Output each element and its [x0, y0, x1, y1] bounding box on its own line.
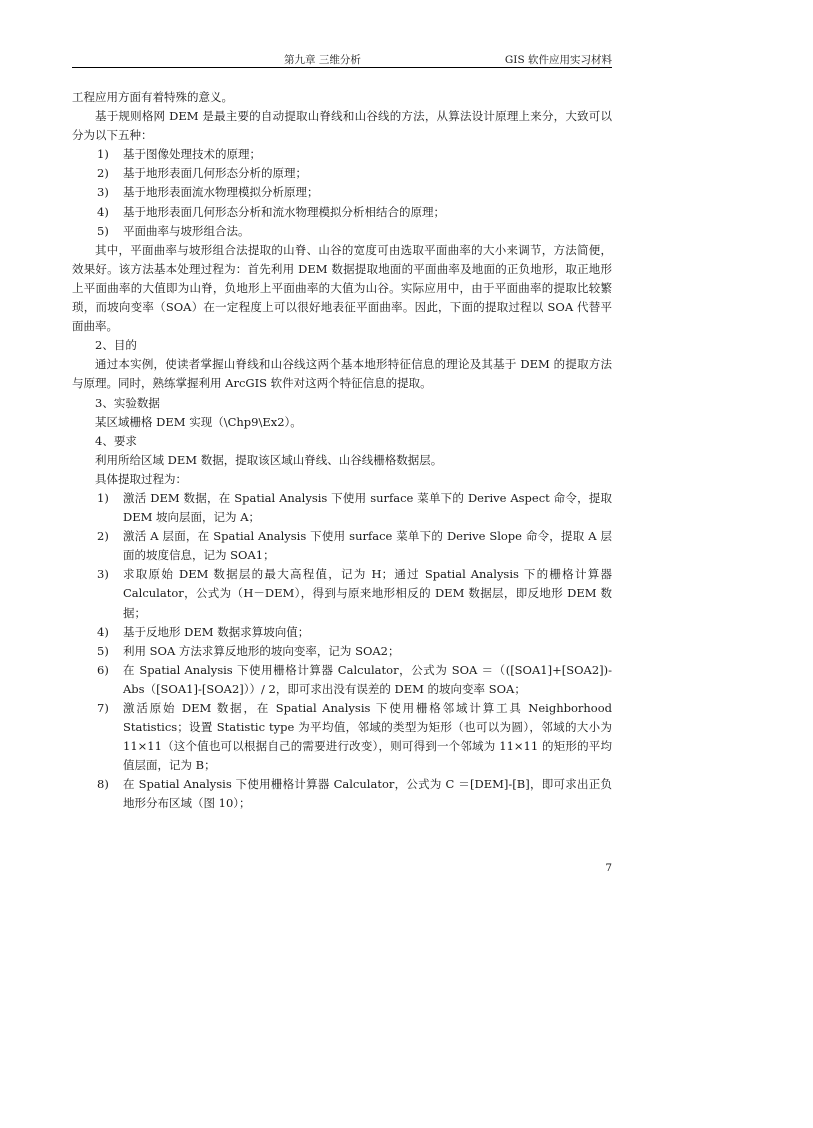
list-item-text: 在 Spatial Analysis 下使用栅格计算器 Calculator，公式为 SOA ＝（([SOA1]+[SOA2])-Abs（[SOA1]-[SOA2]））/ 2，即可求出没有误差的 DEM 的坡向变率 SOA；: [123, 662, 612, 696]
list-item: [72, 642, 612, 661]
list-item: [72, 661, 612, 699]
page-body: [72, 88, 612, 814]
list-item-text: 基于图像处理技术的原理；: [123, 147, 261, 162]
data-paragraph: 某区域栅格 DEM 实现（\Chp9\Ex2）。: [95, 414, 302, 429]
list-item: [72, 775, 612, 813]
list-item-number: 3): [97, 567, 109, 582]
list-item-text: 平面曲率与坡形组合法。: [123, 223, 250, 238]
list-item-text: 在 Spatial Analysis 下使用栅格计算器 Calculator，公式为 C ＝[DEM]-[B]，即可求出正负地形分布区域（图 10）；: [123, 777, 612, 811]
page-number: 7: [605, 862, 612, 874]
purpose-paragraph: 通过本实例，使读者掌握山脊线和山谷线这两个基本地形特征信息的理论及其基于 DEM 的提取方法与原理。同时，熟练掌握利用 ArcGIS 软件对这两个特征信息的提取。: [72, 357, 612, 391]
list-item-number: 7): [97, 701, 109, 715]
list-item-number: 4): [97, 204, 109, 219]
list-item: [72, 203, 612, 222]
page-header: [72, 52, 612, 68]
list-item-number: 1): [97, 490, 109, 505]
data-heading: 3、实验数据: [95, 395, 160, 410]
list-item: [72, 183, 612, 202]
list-item-number: 2): [97, 529, 109, 544]
list-item-text: 激活 DEM 数据，在 Spatial Analysis 下使用 surface 菜单下的 Derive Aspect 命令，提取 DEM 坡向层面，记为 A；: [123, 490, 612, 525]
list-item-number: 5): [97, 643, 109, 658]
list-item-number: 1): [97, 147, 109, 162]
steps-list: [72, 489, 612, 814]
list-item-text: 求取原始 DEM 数据层的最大高程值，记为 H；通过 Spatial Analysis 下的栅格计算器 Calculator，公式为（H－DEM），得到与原来地形相反的 DEM 数据层，即反地形 DEM 数据；: [123, 567, 612, 620]
requirements-heading: 4、要求: [95, 433, 137, 448]
list-item: [72, 489, 612, 527]
intro-lead-paragraph: 基于规则格网 DEM 是最主要的自动提取山脊线和山谷线的方法，从算法设计原理上来分，大致可以分为以下五种：: [72, 109, 612, 143]
list-item: [72, 699, 612, 775]
process-lead: 具体提取过程为：: [95, 471, 187, 486]
list-item-text: 基于地形表面几何形态分析的原理；: [123, 166, 307, 181]
chapter-title: 第九章 三维分析: [284, 54, 361, 66]
list-item-text: 利用 SOA 方法求算反地形的坡向变率，记为 SOA2；: [123, 643, 400, 658]
list-item-text: 激活原始 DEM 数据，在 Spatial Analysis 下使用栅格邻域计算工具 Neighborhood Statistics；设置 Statistic type 为平均值，邻域的类型为矩形（也可以为圆），邻域的大小为 11×11（这个值也可以根据自己的需要进行改变），则可得到一个邻域为 11×11 的矩形的平均值层面，记为 B；: [123, 701, 612, 773]
purpose-heading: 2、目的: [95, 338, 137, 353]
list-item-text: 基于地形表面流水物理模拟分析原理；: [123, 185, 319, 200]
list-item-number: 4): [97, 624, 109, 639]
list-item-number: 2): [97, 166, 109, 181]
list-item: [72, 527, 612, 565]
list-item: [72, 222, 612, 241]
list-item-number: 8): [97, 777, 109, 792]
intro-continuation: 工程应用方面有着特殊的意义。: [72, 90, 233, 104]
list-item-number: 5): [97, 223, 109, 238]
explanation-paragraph: 其中，平面曲率与坡形组合法提取的山脊、山谷的宽度可由选取平面曲率的大小来调节，方法简便，效果好。该方法基本处理过程为：首先利用 DEM 数据提取地面的平面曲率及地面的正负地形，取正地形上平面曲率的大值即为山脊，负地形上平面曲率的大值为山谷。实际应用中，由于平面曲率的提取比较繁琐，而坡向变率（SOA）在一定程度上可以很好地表征平面曲率。因此，下面的提取过程以 SOA 代替平面曲率。: [72, 242, 612, 334]
list-item-text: 基于反地形 DEM 数据求算坡向值；: [123, 624, 310, 639]
header-rule: [72, 67, 612, 68]
list-item: [72, 565, 612, 622]
list-item-number: 6): [97, 662, 109, 677]
list-item-text: 基于地形表面几何形态分析和流水物理模拟分析相结合的原理；: [123, 204, 445, 219]
methods-list: [72, 145, 612, 240]
list-item-number: 3): [97, 185, 109, 200]
requirements-paragraph: 利用所给区域 DEM 数据，提取该区域山脊线、山谷线栅格数据层。: [95, 452, 443, 467]
list-item: [72, 623, 612, 642]
book-title: GIS 软件应用实习材料: [504, 54, 612, 66]
list-item: [72, 145, 612, 164]
list-item-text: 激活 A 层面，在 Spatial Analysis 下使用 surface 菜单下的 Derive Slope 命令，提取 A 层面的坡度信息，记为 SOA1；: [123, 529, 612, 563]
list-item: [72, 164, 612, 183]
